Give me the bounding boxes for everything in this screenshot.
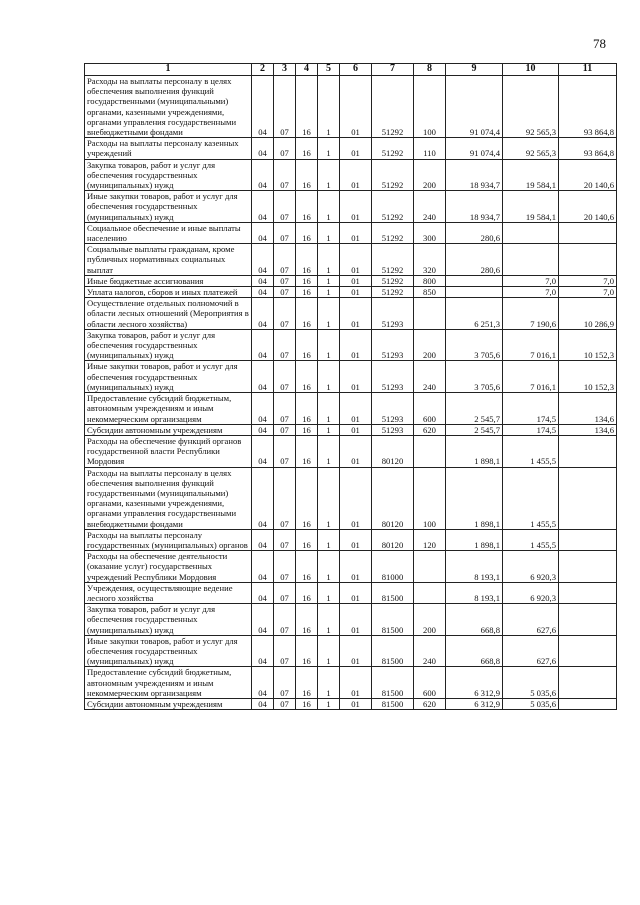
amount-year-1: 91 074,4 <box>446 76 503 138</box>
subprogram-code: 1 <box>318 551 340 583</box>
program-code: 16 <box>296 361 318 393</box>
column-header: 8 <box>414 64 446 76</box>
amount-year-3: 7,0 <box>559 275 617 286</box>
table-row <box>85 667 617 699</box>
expense-type-code <box>414 435 446 467</box>
table-row <box>85 159 617 191</box>
amount-year-2: 5 035,6 <box>503 698 559 709</box>
program-code: 16 <box>296 635 318 667</box>
table-body <box>85 76 617 710</box>
expense-type-code: 240 <box>414 635 446 667</box>
expense-type-code: 100 <box>414 76 446 138</box>
section-code: 04 <box>252 467 274 529</box>
activity-code: 01 <box>340 287 372 298</box>
subsection-code: 07 <box>274 275 296 286</box>
table-row <box>85 435 617 467</box>
activity-code: 01 <box>340 529 372 550</box>
section-code: 04 <box>252 329 274 361</box>
amount-year-2: 1 455,5 <box>503 529 559 550</box>
subsection-code: 07 <box>274 529 296 550</box>
amount-year-3 <box>559 529 617 550</box>
subsection-code: 07 <box>274 298 296 330</box>
expense-type-code: 800 <box>414 275 446 286</box>
table-row <box>85 635 617 667</box>
amount-year-2: 1 455,5 <box>503 467 559 529</box>
amount-year-1: 3 705,6 <box>446 361 503 393</box>
expense-type-code: 240 <box>414 191 446 223</box>
section-code: 04 <box>252 138 274 159</box>
amount-year-1: 18 934,7 <box>446 159 503 191</box>
table-row <box>85 298 617 330</box>
amount-year-1: 3 705,6 <box>446 329 503 361</box>
program-code: 16 <box>296 244 318 276</box>
subsection-code: 07 <box>274 329 296 361</box>
amount-year-3: 134,6 <box>559 424 617 435</box>
amount-year-3 <box>559 551 617 583</box>
activity-code: 01 <box>340 393 372 425</box>
table-row <box>85 582 617 603</box>
subprogram-code: 1 <box>318 76 340 138</box>
expense-type-code: 620 <box>414 424 446 435</box>
amount-year-3: 20 140,6 <box>559 159 617 191</box>
section-code: 04 <box>252 76 274 138</box>
column-header: 3 <box>274 64 296 76</box>
section-code: 04 <box>252 222 274 243</box>
program-code: 16 <box>296 393 318 425</box>
direction-code: 51293 <box>372 298 414 330</box>
page-number: 78 <box>593 36 606 51</box>
expense-name: Иные закупки товаров, работ и услуг для обеспечения государственных (муниципальных) нужд <box>85 191 252 223</box>
subprogram-code: 1 <box>318 275 340 286</box>
subprogram-code: 1 <box>318 287 340 298</box>
subprogram-code: 1 <box>318 529 340 550</box>
expense-name: Иные закупки товаров, работ и услуг для обеспечения государственных (муниципальных) нужд <box>85 635 252 667</box>
expense-name: Иные бюджетные ассигнования <box>85 275 252 286</box>
table-row <box>85 393 617 425</box>
expense-type-code: 240 <box>414 361 446 393</box>
activity-code: 01 <box>340 222 372 243</box>
table-row <box>85 467 617 529</box>
subsection-code: 07 <box>274 244 296 276</box>
amount-year-3: 134,6 <box>559 393 617 425</box>
expense-type-code: 300 <box>414 222 446 243</box>
direction-code: 81500 <box>372 582 414 603</box>
amount-year-2: 7 190,6 <box>503 298 559 330</box>
amount-year-2: 7,0 <box>503 275 559 286</box>
subprogram-code: 1 <box>318 667 340 699</box>
section-code: 04 <box>252 667 274 699</box>
expense-name: Уплата налогов, сборов и иных платежей <box>85 287 252 298</box>
program-code: 16 <box>296 222 318 243</box>
subprogram-code: 1 <box>318 393 340 425</box>
program-code: 16 <box>296 529 318 550</box>
amount-year-3: 20 140,6 <box>559 191 617 223</box>
amount-year-2: 19 584,1 <box>503 191 559 223</box>
subsection-code: 07 <box>274 698 296 709</box>
subsection-code: 07 <box>274 424 296 435</box>
table-row <box>85 76 617 138</box>
section-code: 04 <box>252 159 274 191</box>
activity-code: 01 <box>340 667 372 699</box>
activity-code: 01 <box>340 635 372 667</box>
program-code: 16 <box>296 159 318 191</box>
amount-year-1: 2 545,7 <box>446 393 503 425</box>
activity-code: 01 <box>340 435 372 467</box>
program-code: 16 <box>296 604 318 636</box>
program-code: 16 <box>296 582 318 603</box>
subprogram-code: 1 <box>318 582 340 603</box>
column-header: 2 <box>252 64 274 76</box>
activity-code: 01 <box>340 698 372 709</box>
amount-year-3 <box>559 698 617 709</box>
program-code: 16 <box>296 698 318 709</box>
activity-code: 01 <box>340 361 372 393</box>
expense-type-code: 850 <box>414 287 446 298</box>
amount-year-3 <box>559 467 617 529</box>
expense-type-code: 620 <box>414 698 446 709</box>
expense-name: Социальные выплаты гражданам, кроме публичных нормативных социальных выплат <box>85 244 252 276</box>
expense-name: Расходы на выплаты персоналу в целях обеспечения выполнения функций государственными (муниципальными) органами, казенными учреждениями, органами управления государственными внебюджетными фондами <box>85 467 252 529</box>
subsection-code: 07 <box>274 76 296 138</box>
column-header: 9 <box>446 64 503 76</box>
column-header: 6 <box>340 64 372 76</box>
amount-year-3 <box>559 222 617 243</box>
program-code: 16 <box>296 467 318 529</box>
section-code: 04 <box>252 435 274 467</box>
amount-year-2: 174,5 <box>503 424 559 435</box>
subprogram-code: 1 <box>318 191 340 223</box>
subprogram-code: 1 <box>318 361 340 393</box>
direction-code: 51293 <box>372 424 414 435</box>
table-row <box>85 138 617 159</box>
section-code: 04 <box>252 529 274 550</box>
activity-code: 01 <box>340 551 372 583</box>
expense-type-code <box>414 551 446 583</box>
program-code: 16 <box>296 298 318 330</box>
table-row <box>85 424 617 435</box>
subsection-code: 07 <box>274 551 296 583</box>
direction-code: 51293 <box>372 361 414 393</box>
expense-name: Субсидии автономным учреждениям <box>85 424 252 435</box>
column-header: 7 <box>372 64 414 76</box>
section-code: 04 <box>252 635 274 667</box>
amount-year-1: 1 898,1 <box>446 435 503 467</box>
amount-year-3: 93 864,8 <box>559 138 617 159</box>
amount-year-2: 92 565,3 <box>503 138 559 159</box>
table-row <box>85 275 617 286</box>
expense-type-code <box>414 582 446 603</box>
subsection-code: 07 <box>274 138 296 159</box>
amount-year-3: 10 286,9 <box>559 298 617 330</box>
amount-year-1: 18 934,7 <box>446 191 503 223</box>
expense-name: Расходы на выплаты персоналу в целях обеспечения выполнения функций государственными (муниципальными) органами, казенными учреждениями, органами управления государственными внебюджетными фондами <box>85 76 252 138</box>
activity-code: 01 <box>340 244 372 276</box>
subsection-code: 07 <box>274 467 296 529</box>
amount-year-2: 1 455,5 <box>503 435 559 467</box>
subsection-code: 07 <box>274 159 296 191</box>
direction-code: 51292 <box>372 275 414 286</box>
direction-code: 81000 <box>372 551 414 583</box>
table-row <box>85 529 617 550</box>
section-code: 04 <box>252 298 274 330</box>
section-code: 04 <box>252 698 274 709</box>
table-row <box>85 551 617 583</box>
amount-year-1 <box>446 287 503 298</box>
expense-name: Расходы на обеспечение функций органов государственной власти Республики Мордовия <box>85 435 252 467</box>
section-code: 04 <box>252 191 274 223</box>
subsection-code: 07 <box>274 361 296 393</box>
direction-code: 51292 <box>372 138 414 159</box>
column-header: 1 <box>85 64 252 76</box>
amount-year-1: 6 251,3 <box>446 298 503 330</box>
expense-type-code: 320 <box>414 244 446 276</box>
activity-code: 01 <box>340 159 372 191</box>
direction-code: 80120 <box>372 435 414 467</box>
activity-code: 01 <box>340 275 372 286</box>
expense-type-code: 600 <box>414 393 446 425</box>
program-code: 16 <box>296 329 318 361</box>
subsection-code: 07 <box>274 604 296 636</box>
table-row <box>85 244 617 276</box>
expense-type-code: 200 <box>414 159 446 191</box>
subsection-code: 07 <box>274 635 296 667</box>
direction-code: 51292 <box>372 244 414 276</box>
section-code: 04 <box>252 244 274 276</box>
subprogram-code: 1 <box>318 329 340 361</box>
activity-code: 01 <box>340 138 372 159</box>
header-row <box>85 64 617 76</box>
amount-year-2: 174,5 <box>503 393 559 425</box>
amount-year-2 <box>503 222 559 243</box>
expense-name: Субсидии автономным учреждениям <box>85 698 252 709</box>
amount-year-2: 6 920,3 <box>503 582 559 603</box>
activity-code: 01 <box>340 76 372 138</box>
amount-year-2 <box>503 244 559 276</box>
amount-year-1: 6 312,9 <box>446 667 503 699</box>
subprogram-code: 1 <box>318 435 340 467</box>
table-row <box>85 191 617 223</box>
activity-code: 01 <box>340 582 372 603</box>
expense-type-code: 200 <box>414 329 446 361</box>
amount-year-1: 668,8 <box>446 604 503 636</box>
amount-year-1: 8 193,1 <box>446 582 503 603</box>
expense-name: Закупка товаров, работ и услуг для обеспечения государственных (муниципальных) нужд <box>85 159 252 191</box>
expense-type-code: 200 <box>414 604 446 636</box>
expense-name: Иные закупки товаров, работ и услуг для обеспечения государственных (муниципальных) нужд <box>85 361 252 393</box>
column-header: 4 <box>296 64 318 76</box>
expense-name: Закупка товаров, работ и услуг для обеспечения государственных (муниципальных) нужд <box>85 329 252 361</box>
amount-year-1: 8 193,1 <box>446 551 503 583</box>
amount-year-2: 7 016,1 <box>503 329 559 361</box>
expense-name: Расходы на выплаты персоналу казенных учреждений <box>85 138 252 159</box>
section-code: 04 <box>252 424 274 435</box>
section-code: 04 <box>252 275 274 286</box>
section-code: 04 <box>252 551 274 583</box>
amount-year-2: 627,6 <box>503 604 559 636</box>
amount-year-3 <box>559 582 617 603</box>
amount-year-3 <box>559 635 617 667</box>
amount-year-1: 1 898,1 <box>446 467 503 529</box>
amount-year-1: 1 898,1 <box>446 529 503 550</box>
direction-code: 81500 <box>372 667 414 699</box>
program-code: 16 <box>296 424 318 435</box>
subprogram-code: 1 <box>318 467 340 529</box>
section-code: 04 <box>252 604 274 636</box>
table-row <box>85 287 617 298</box>
amount-year-1: 280,6 <box>446 244 503 276</box>
subsection-code: 07 <box>274 393 296 425</box>
table-row <box>85 604 617 636</box>
subprogram-code: 1 <box>318 298 340 330</box>
expense-type-code: 100 <box>414 467 446 529</box>
amount-year-2: 627,6 <box>503 635 559 667</box>
amount-year-3: 10 152,3 <box>559 361 617 393</box>
amount-year-2: 7 016,1 <box>503 361 559 393</box>
activity-code: 01 <box>340 604 372 636</box>
amount-year-3 <box>559 667 617 699</box>
column-header: 5 <box>318 64 340 76</box>
expense-name: Учреждения, осуществляющие ведение лесного хозяйства <box>85 582 252 603</box>
subprogram-code: 1 <box>318 159 340 191</box>
table-row <box>85 329 617 361</box>
amount-year-1 <box>446 275 503 286</box>
amount-year-3 <box>559 435 617 467</box>
subprogram-code: 1 <box>318 604 340 636</box>
table-row <box>85 698 617 709</box>
activity-code: 01 <box>340 298 372 330</box>
expense-name: Предоставление субсидий бюджетным, автономным учреждениям и иным некоммерческим организациям <box>85 393 252 425</box>
direction-code: 51292 <box>372 222 414 243</box>
activity-code: 01 <box>340 329 372 361</box>
table-row <box>85 222 617 243</box>
direction-code: 51292 <box>372 159 414 191</box>
subsection-code: 07 <box>274 222 296 243</box>
amount-year-1: 6 312,9 <box>446 698 503 709</box>
amount-year-3 <box>559 604 617 636</box>
subsection-code: 07 <box>274 667 296 699</box>
program-code: 16 <box>296 287 318 298</box>
amount-year-3: 7,0 <box>559 287 617 298</box>
subprogram-code: 1 <box>318 138 340 159</box>
activity-code: 01 <box>340 424 372 435</box>
amount-year-3 <box>559 244 617 276</box>
direction-code: 51293 <box>372 329 414 361</box>
amount-year-2: 7,0 <box>503 287 559 298</box>
program-code: 16 <box>296 551 318 583</box>
direction-code: 51292 <box>372 191 414 223</box>
program-code: 16 <box>296 275 318 286</box>
subprogram-code: 1 <box>318 244 340 276</box>
activity-code: 01 <box>340 191 372 223</box>
direction-code: 80120 <box>372 529 414 550</box>
amount-year-2: 5 035,6 <box>503 667 559 699</box>
expense-name: Осуществление отдельных полномочий в области лесных отношений (Мероприятия в области лесного хозяйства) <box>85 298 252 330</box>
subprogram-code: 1 <box>318 635 340 667</box>
expense-name: Социальное обеспечение и иные выплаты населению <box>85 222 252 243</box>
amount-year-1: 280,6 <box>446 222 503 243</box>
subsection-code: 07 <box>274 435 296 467</box>
program-code: 16 <box>296 435 318 467</box>
budget-table <box>84 63 617 710</box>
column-header: 10 <box>503 64 559 76</box>
activity-code: 01 <box>340 467 372 529</box>
expense-name: Предоставление субсидий бюджетным, автономным учреждениям и иным некоммерческим организациям <box>85 667 252 699</box>
amount-year-2: 19 584,1 <box>503 159 559 191</box>
direction-code: 80120 <box>372 467 414 529</box>
expense-name: Расходы на выплаты персоналу государственных (муниципальных) органов <box>85 529 252 550</box>
direction-code: 51293 <box>372 393 414 425</box>
section-code: 04 <box>252 582 274 603</box>
expense-name: Закупка товаров, работ и услуг для обеспечения государственных (муниципальных) нужд <box>85 604 252 636</box>
amount-year-2: 92 565,3 <box>503 76 559 138</box>
subsection-code: 07 <box>274 191 296 223</box>
section-code: 04 <box>252 361 274 393</box>
program-code: 16 <box>296 76 318 138</box>
direction-code: 81500 <box>372 635 414 667</box>
amount-year-1: 2 545,7 <box>446 424 503 435</box>
subprogram-code: 1 <box>318 424 340 435</box>
program-code: 16 <box>296 667 318 699</box>
subsection-code: 07 <box>274 287 296 298</box>
amount-year-2: 6 920,3 <box>503 551 559 583</box>
amount-year-3: 93 864,8 <box>559 76 617 138</box>
direction-code: 81500 <box>372 698 414 709</box>
program-code: 16 <box>296 138 318 159</box>
table-row <box>85 361 617 393</box>
expense-type-code: 110 <box>414 138 446 159</box>
program-code: 16 <box>296 191 318 223</box>
section-code: 04 <box>252 287 274 298</box>
column-header: 11 <box>559 64 617 76</box>
amount-year-1: 668,8 <box>446 635 503 667</box>
direction-code: 81500 <box>372 604 414 636</box>
subprogram-code: 1 <box>318 222 340 243</box>
amount-year-3: 10 152,3 <box>559 329 617 361</box>
direction-code: 51292 <box>372 76 414 138</box>
subsection-code: 07 <box>274 582 296 603</box>
expense-name: Расходы на обеспечение деятельности (оказание услуг) государственных учреждений Республики Мордовия <box>85 551 252 583</box>
amount-year-1: 91 074,4 <box>446 138 503 159</box>
subprogram-code: 1 <box>318 698 340 709</box>
direction-code: 51292 <box>372 287 414 298</box>
section-code: 04 <box>252 393 274 425</box>
expense-type-code: 600 <box>414 667 446 699</box>
expense-type-code: 120 <box>414 529 446 550</box>
expense-type-code <box>414 298 446 330</box>
